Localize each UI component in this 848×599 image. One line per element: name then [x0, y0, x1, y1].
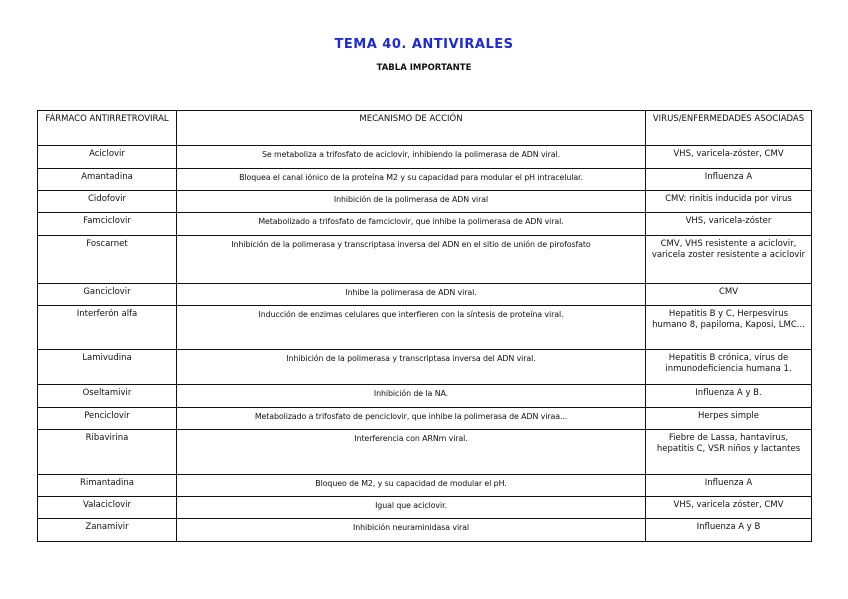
header-virus: VIRUS/ENFERMEDADES ASOCIADAS — [646, 111, 812, 146]
table-row — [38, 306, 812, 350]
virus-cell: Influenza A y B. — [646, 385, 812, 408]
table-row — [38, 497, 812, 519]
mechanism-cell: Interferencia con ARNm viral. — [177, 430, 646, 475]
mechanism-cell: Inducción de enzimas celulares que interfieren con la síntesis de proteína viral. — [177, 306, 646, 350]
mechanism-cell: Metabolizado a trifosfato de famciclovir, que inhibe la polimerasa de ADN viral. — [177, 213, 646, 236]
virus-cell: Hepatitis B y C, Herpesvirus humano 8, papiloma, Kaposi, LMC... — [646, 306, 812, 350]
drug-cell: Oseltamivir — [38, 385, 177, 408]
mechanism-cell: Se metaboliza a trifosfato de aciclovir, inhibiendo la polimerasa de ADN viral. — [177, 146, 646, 169]
virus-cell: Hepatitis B crónica, virus de inmunodeficiencia humana 1. — [646, 350, 812, 385]
table-row — [38, 191, 812, 213]
mechanism-cell: Metabolizado a trifosfato de penciclovir, que inhibe la polimerasa de ADN viraa... — [177, 408, 646, 430]
virus-cell: CMV: rinitis inducida por virus — [646, 191, 812, 213]
page-title: TEMA 40. ANTIVIRALES — [334, 37, 514, 52]
table-row — [38, 284, 812, 306]
header-mechanism: MECANISMO DE ACCIÓN — [177, 111, 646, 146]
mechanism-cell: Bloqueo de M2, y su capacidad de modular el pH. — [177, 475, 646, 497]
mechanism-cell: Inhibición neuraminidasa viral — [177, 519, 646, 542]
drug-cell: Famciclovir — [38, 213, 177, 236]
mechanism-cell: Inhibición de la polimerasa de ADN viral — [177, 191, 646, 213]
table-row — [38, 385, 812, 408]
drug-cell: Foscarnet — [38, 236, 177, 284]
drug-cell: Interferón alfa — [38, 306, 177, 350]
table-row — [38, 408, 812, 430]
drug-cell: Penciclovir — [38, 408, 177, 430]
table-row — [38, 236, 812, 284]
virus-cell: VHS, varicela-zóster, CMV — [646, 146, 812, 169]
table-row — [38, 350, 812, 385]
virus-cell: VHS, varicela-zóster — [646, 213, 812, 236]
drug-cell: Zanamivir — [38, 519, 177, 542]
antiviral-table — [37, 110, 812, 542]
virus-cell: VHS, varicela zóster, CMV — [646, 497, 812, 519]
drug-cell: Ganciclovir — [38, 284, 177, 306]
drug-cell: Lamivudina — [38, 350, 177, 385]
header-drug: FÁRMACO ANTIRRETROVIRAL — [38, 111, 177, 146]
virus-cell: Influenza A — [646, 475, 812, 497]
mechanism-cell: Inhibición de la polimerasa y transcriptasa inversa del ADN en el sitio de unión de pirofosfato — [177, 236, 646, 284]
mechanism-cell: Igual que aciclovir. — [177, 497, 646, 519]
virus-cell: Influenza A y B — [646, 519, 812, 542]
drug-cell: Valaciclovir — [38, 497, 177, 519]
virus-cell: Influenza A — [646, 169, 812, 191]
mechanism-cell: Inhibición de la polimerasa y transcriptasa inversa del ADN viral. — [177, 350, 646, 385]
table-row — [38, 519, 812, 542]
drug-cell: Cidofovir — [38, 191, 177, 213]
table-row — [38, 475, 812, 497]
mechanism-cell: Inhibe la polimerasa de ADN viral. — [177, 284, 646, 306]
virus-cell: CMV — [646, 284, 812, 306]
table-row — [38, 169, 812, 191]
table-header-row — [38, 111, 812, 146]
table-row — [38, 146, 812, 169]
drug-cell: Aciclovir — [38, 146, 177, 169]
drug-cell: Ribavirina — [38, 430, 177, 475]
drug-cell: Amantadina — [38, 169, 177, 191]
mechanism-cell: Inhibición de la NA. — [177, 385, 646, 408]
drug-cell: Rimantadina — [38, 475, 177, 497]
virus-cell: Fiebre de Lassa, hantavirus, hepatitis C, VSR niños y lactantes — [646, 430, 812, 475]
virus-cell: CMV, VHS resistente a aciclovir, varicela zoster resistente a aciclovir — [646, 236, 812, 284]
table-row — [38, 430, 812, 475]
virus-cell: Herpes simple — [646, 408, 812, 430]
page-subtitle: TABLA IMPORTANTE — [376, 63, 472, 73]
table-row — [38, 213, 812, 236]
mechanism-cell: Bloquea el canal iónico de la proteína M2 y su capacidad para modular el pH intracelular. — [177, 169, 646, 191]
